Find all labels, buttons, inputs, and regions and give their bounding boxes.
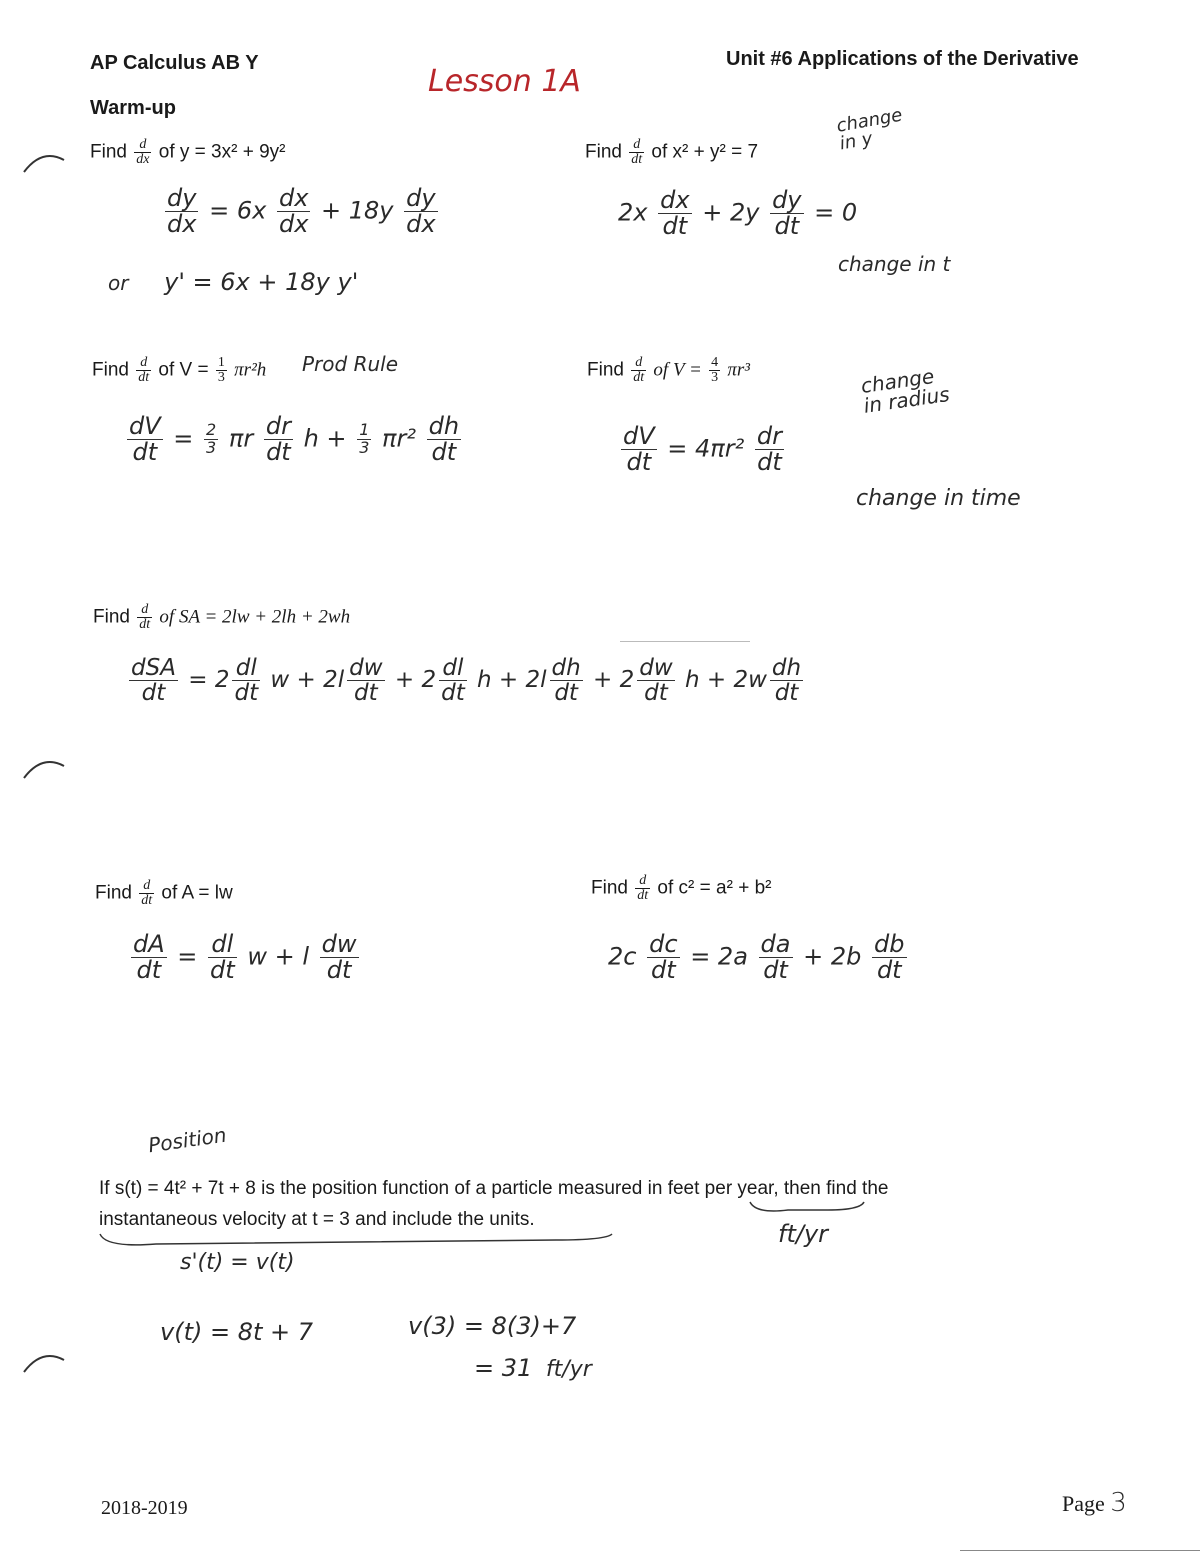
problem-3-note-prod-rule: Prod Rule (302, 352, 399, 376)
problem-7-work: 2c $\frac{dc}{dt}$ = 2a $\frac{da}{dt}$ + 2b $\frac{db}{dt}$ (608, 930, 905, 985)
scan-artifact (960, 1550, 1200, 1551)
problem-1-work-line-1: $\frac{dy}{dx}$ = 6x $\frac{dx}{dx}$ + 18y $\frac{dy}{dx}$ (167, 184, 436, 239)
problem-2-work: 2x $\frac{dx}{dt}$ + 2y $\frac{dy}{dt}$ = 0 (618, 186, 858, 241)
problem-3-work: $\frac{dV}{dt}$ = $\frac{2}{3}$ πr $\frac{dr}{dt}$ h + $\frac{1}{3}$ πr² $\frac{dh}{dt}$ (129, 412, 460, 467)
problem-8-work-line-4: = 31 ft/yr (474, 1354, 592, 1382)
problem-2-prompt: Find $\frac{d}{dt}$ of x² + y² = 7 (585, 137, 759, 167)
problem-4-prompt: Find $\frac{d}{dt}$ of V = $\frac{4}{3}$ πr³ (587, 355, 750, 385)
problem-4-note-change-in-time: change in time (856, 486, 1021, 511)
binder-hole-mark (22, 146, 66, 176)
problem-8-work-line-3: v(3) = 8(3)+7 (408, 1312, 577, 1340)
underline-brace (748, 1198, 868, 1220)
binder-hole-mark (22, 752, 66, 782)
underline-brace (96, 1230, 616, 1254)
problem-8-work-line-2: v(t) = 8t + 7 (160, 1318, 314, 1346)
problem-8-units-note: ft/yr (778, 1220, 829, 1248)
page-number: Page 3 (1062, 1488, 1127, 1518)
problem-2-note-change-in-y: change in y (835, 104, 904, 155)
lesson-label: Lesson 1A (428, 64, 581, 99)
problem-5-prompt: Find $\frac{d}{dt}$ of SA = 2lw + 2lh + 2wh (93, 602, 351, 632)
problem-5-work: $\frac{\text{dSA}}{dt}$ = 2 $\frac{dl}{dt}$ w + 2l $\frac{dw}{dt}$ + 2 $\frac{dl}{dt}$ h + 2l $\frac{dh}{dt}$ + 2 $\frac{dw}{dt}$ h + 2w $\frac{dh}{dt}$ (131, 655, 802, 707)
binder-hole-mark (22, 1346, 66, 1376)
problem-4-note-change-in-radius: change in radius (859, 363, 952, 418)
problem-7-prompt: Find $\frac{d}{dt}$ of c² = a² + b² (591, 873, 772, 903)
problem-8-text-line-2: instantaneous velocity at t = 3 and include the units. (99, 1209, 535, 1230)
problem-1-prompt: Find $\frac{d}{dx}$ of y = 3x² + 9y² (90, 137, 286, 167)
problem-2-note-change-in-t: change in t (838, 252, 951, 276)
problem-8-note-position: Position (146, 1122, 228, 1158)
section-title: Warm-up (90, 97, 176, 119)
problem-6-prompt: Find $\frac{d}{dt}$ of A = lw (95, 878, 233, 908)
footer-year: 2018-2019 (101, 1497, 188, 1519)
problem-4-work: $\frac{dV}{dt}$ = 4πr² $\frac{dr}{dt}$ (623, 422, 782, 477)
problem-1-work-line-2: or y' = 6x + 18y y' (108, 268, 359, 296)
problem-8-work-line-1: s'(t) = v(t) (180, 1250, 295, 1275)
problem-8-text-line-1: If s(t) = 4t² + 7t + 8 is the position function of a particle measured in feet per year, then find the (99, 1178, 889, 1199)
unit-title: Unit #6 Applications of the Derivative (726, 48, 1079, 70)
scan-artifact (620, 641, 750, 642)
problem-6-work: $\frac{dA}{dt}$ = $\frac{dl}{dt}$ w + l $\frac{dw}{dt}$ (133, 930, 357, 985)
course-title: AP Calculus AB Y (90, 52, 259, 74)
problem-3-prompt: Find $\frac{d}{dt}$ of V = $\frac{1}{3}$ πr²h (92, 355, 267, 385)
